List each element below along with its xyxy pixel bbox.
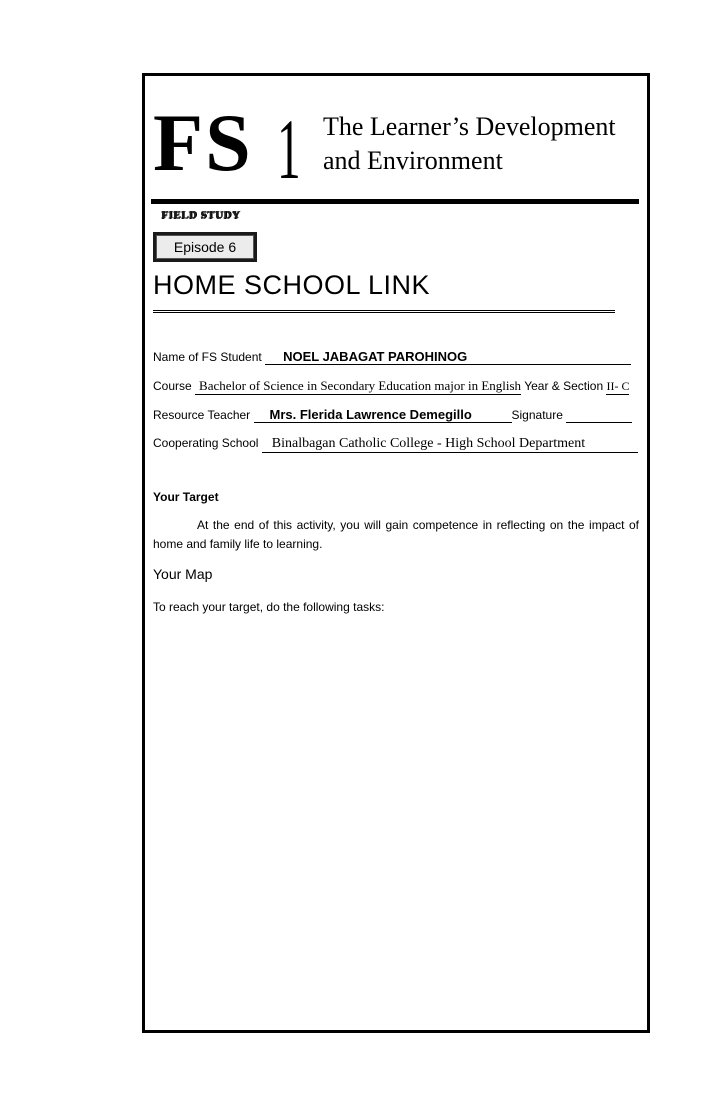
school-value: Binalbagan Catholic College - High School Department (271, 436, 586, 451)
course-field[interactable] (195, 378, 521, 395)
map-text: To reach your target, do the following tasks: (153, 600, 385, 614)
teacher-value: Mrs. Flerida Lawrence Demegillo (269, 407, 472, 422)
page-border (142, 73, 650, 1033)
student-label: Name of FS Student (153, 350, 262, 364)
signature-label: Signature (511, 408, 563, 422)
course-value: Bachelor of Science in Secondary Education major in English (199, 378, 522, 393)
title-underline (153, 310, 615, 313)
course-title (323, 110, 616, 178)
year-section-field[interactable] (606, 379, 629, 395)
episode-title: HOME SCHOOL LINK (153, 270, 431, 300)
course-row (153, 378, 629, 395)
target-text: At the end of this activity, you will gain competence in reflecting on the impact of home and family life to learning. (153, 518, 639, 551)
course-title-line2: and Environment (323, 146, 503, 175)
school-label: Cooperating School (153, 436, 259, 450)
fs-number: 1 (277, 101, 301, 197)
course-title-line1: The Learner’s Development (323, 112, 616, 141)
target-heading: Your Target (153, 490, 219, 504)
student-value: NOEL JABAGAT PAROHINOG (283, 349, 468, 364)
school-row (153, 436, 638, 453)
signature-field[interactable] (566, 408, 632, 423)
student-row (153, 349, 631, 365)
year-section-label: Year & Section (524, 379, 604, 393)
year-section-value: II- C (606, 379, 630, 393)
map-heading: Your Map (153, 566, 213, 582)
teacher-label: Resource Teacher (153, 408, 251, 422)
field-study-label: FIELD STUDY (161, 209, 241, 221)
course-label: Course (153, 379, 192, 393)
teacher-field[interactable] (254, 407, 512, 423)
student-field[interactable] (265, 349, 631, 365)
header-rule (151, 199, 639, 204)
episode-badge (153, 232, 257, 262)
school-field[interactable] (262, 436, 638, 453)
fs-label: FS (153, 97, 253, 188)
teacher-row (153, 407, 632, 423)
episode-badge-text: Episode 6 (156, 235, 254, 259)
